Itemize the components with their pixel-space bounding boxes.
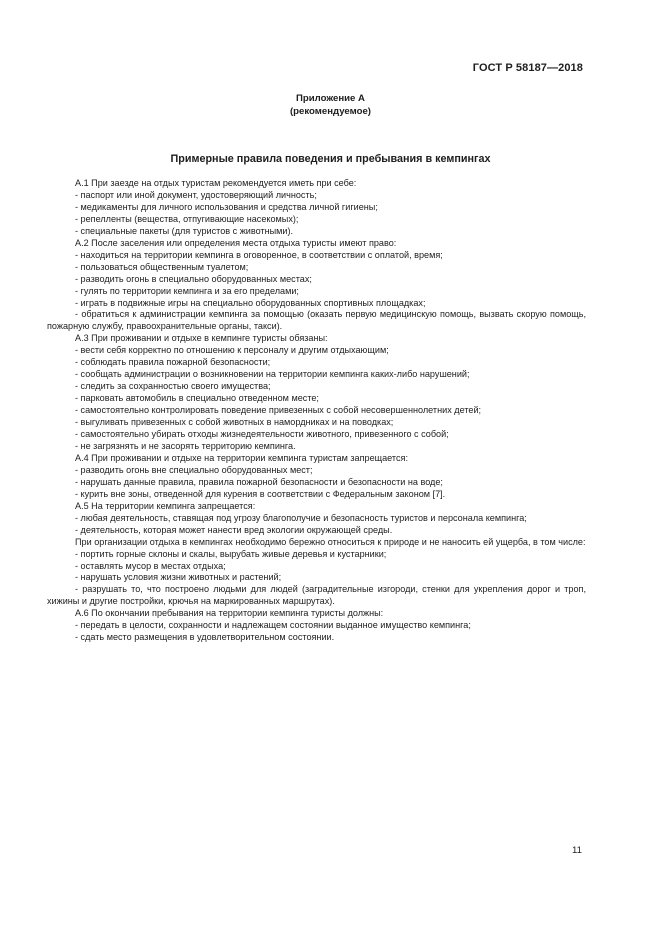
text-line: - специальные пакеты (для туристов с животными).: [75, 225, 294, 236]
text-line: - гулять по территории кемпинга и за его пределами;: [75, 285, 299, 296]
text-line: При организации отдыха в кемпингах необходимо бережно относиться к природе и не наносить ей ущерба, в том числе:: [75, 536, 586, 547]
text-line: - портить горные склоны и скалы, вырубать живые деревья и кустарники;: [75, 548, 387, 559]
text-line: - нарушать данные правила, правила пожарной безопасности и безопасности на воде;: [75, 476, 443, 487]
text-line: - вести себя корректно по отношению к персоналу и другим отдыхающим;: [75, 345, 389, 356]
text-line: А.1 При заезде на отдых туристам рекомендуется иметь при себе:: [75, 178, 357, 188]
annex-heading: [0, 92, 661, 118]
text-line: - курить вне зоны, отведенной для курения в соответствии с Федеральным законом [7].: [75, 488, 446, 499]
text-line: - находиться на территории кемпинга в оговоренное, в соответствии с оплатой, время;: [75, 249, 443, 260]
text-line: - репелленты (вещества, отпугивающие насекомых);: [75, 213, 299, 224]
text-line: А.5 На территории кемпинга запрещается:: [75, 500, 256, 511]
text-line: - самостоятельно контролировать поведение привезенных с собой несовершеннолетних детей;: [75, 405, 482, 416]
text-line: - медикаменты для личного использования и средства личной гигиены;: [75, 201, 378, 212]
annex-status: (рекомендуемое): [289, 106, 371, 117]
text-line: - передать в целости, сохранности и надлежащем состоянии выданное имущество кемпинга;: [75, 620, 471, 631]
standard-code: ГОСТ Р 58187—2018: [472, 62, 583, 74]
text-line: - разводить огонь вне специально оборудованных мест;: [75, 464, 313, 475]
text-line: А.3 При проживании и отдыхе в кемпинге туристы обязаны:: [75, 333, 328, 344]
text-line: - разрушать то, что построено людьми для людей (заградительные изгороди, стенки для укрепления дорог и троп, хижины и другие постройки, крючья на маркированных маршрутах).: [47, 584, 586, 607]
annex-label: Приложение А: [296, 93, 365, 104]
text-line: - не загрязнять и не засорять территорию кемпинга.: [75, 440, 296, 451]
text-line: - сообщать администрации о возникновении на территории кемпинга каких-либо нарушений;: [75, 369, 470, 380]
text-line: - нарушать условия жизни животных и растений;: [75, 572, 282, 583]
document-title: Примерные правила поведения и пребывания в кемпингах: [170, 153, 491, 165]
text-line: - деятельность, которая может нанести вред экологии окружающей среды.: [75, 524, 393, 535]
text-line: - обратиться к администрации кемпинга за помощью (оказать первую медицинскую помощь, вызвать скорую помощь, пожарную службу, правоохранительные органы, такси).: [47, 309, 586, 332]
text-line: - сдать место размещения в удовлетворительном состоянии.: [75, 632, 335, 643]
text-line: - соблюдать правила пожарной безопасности;: [75, 357, 271, 368]
text-line: - играть в подвижные игры на специально оборудованных спортивных площадках;: [75, 297, 426, 308]
text-line: А.4 При проживании и отдыхе на территории кемпинга туристам запрещается:: [75, 452, 408, 463]
text-line: - самостоятельно убирать отходы жизнедеятельности животного, привезенного с собой;: [75, 429, 449, 440]
page-number: 11: [572, 845, 582, 856]
text-line: - пользоваться общественным туалетом;: [75, 261, 249, 272]
text-line: А.2 После заселения или определения места отдыха туристы имеют право:: [75, 237, 397, 248]
text-line: - любая деятельность, ставящая под угрозу благополучие и безопасность туристов и персонала кемпинга;: [75, 512, 527, 523]
text-line: А.6 По окончании пребывания на территории кемпинга туристы должны:: [75, 608, 384, 619]
body-text: [47, 178, 586, 644]
text-line: - оставлять мусор в местах отдыха;: [75, 560, 226, 571]
text-line: - разводить огонь в специально оборудованных местах;: [75, 273, 312, 284]
text-line: - выгуливать привезенных с собой животных в намордниках и на поводках;: [75, 417, 394, 428]
text-line: - паспорт или иной документ, удостоверяющий личность;: [75, 189, 317, 200]
text-line: - следить за сохранностью своего имущества;: [75, 381, 271, 392]
text-line: - парковать автомобиль в специально отведенном месте;: [75, 393, 319, 404]
